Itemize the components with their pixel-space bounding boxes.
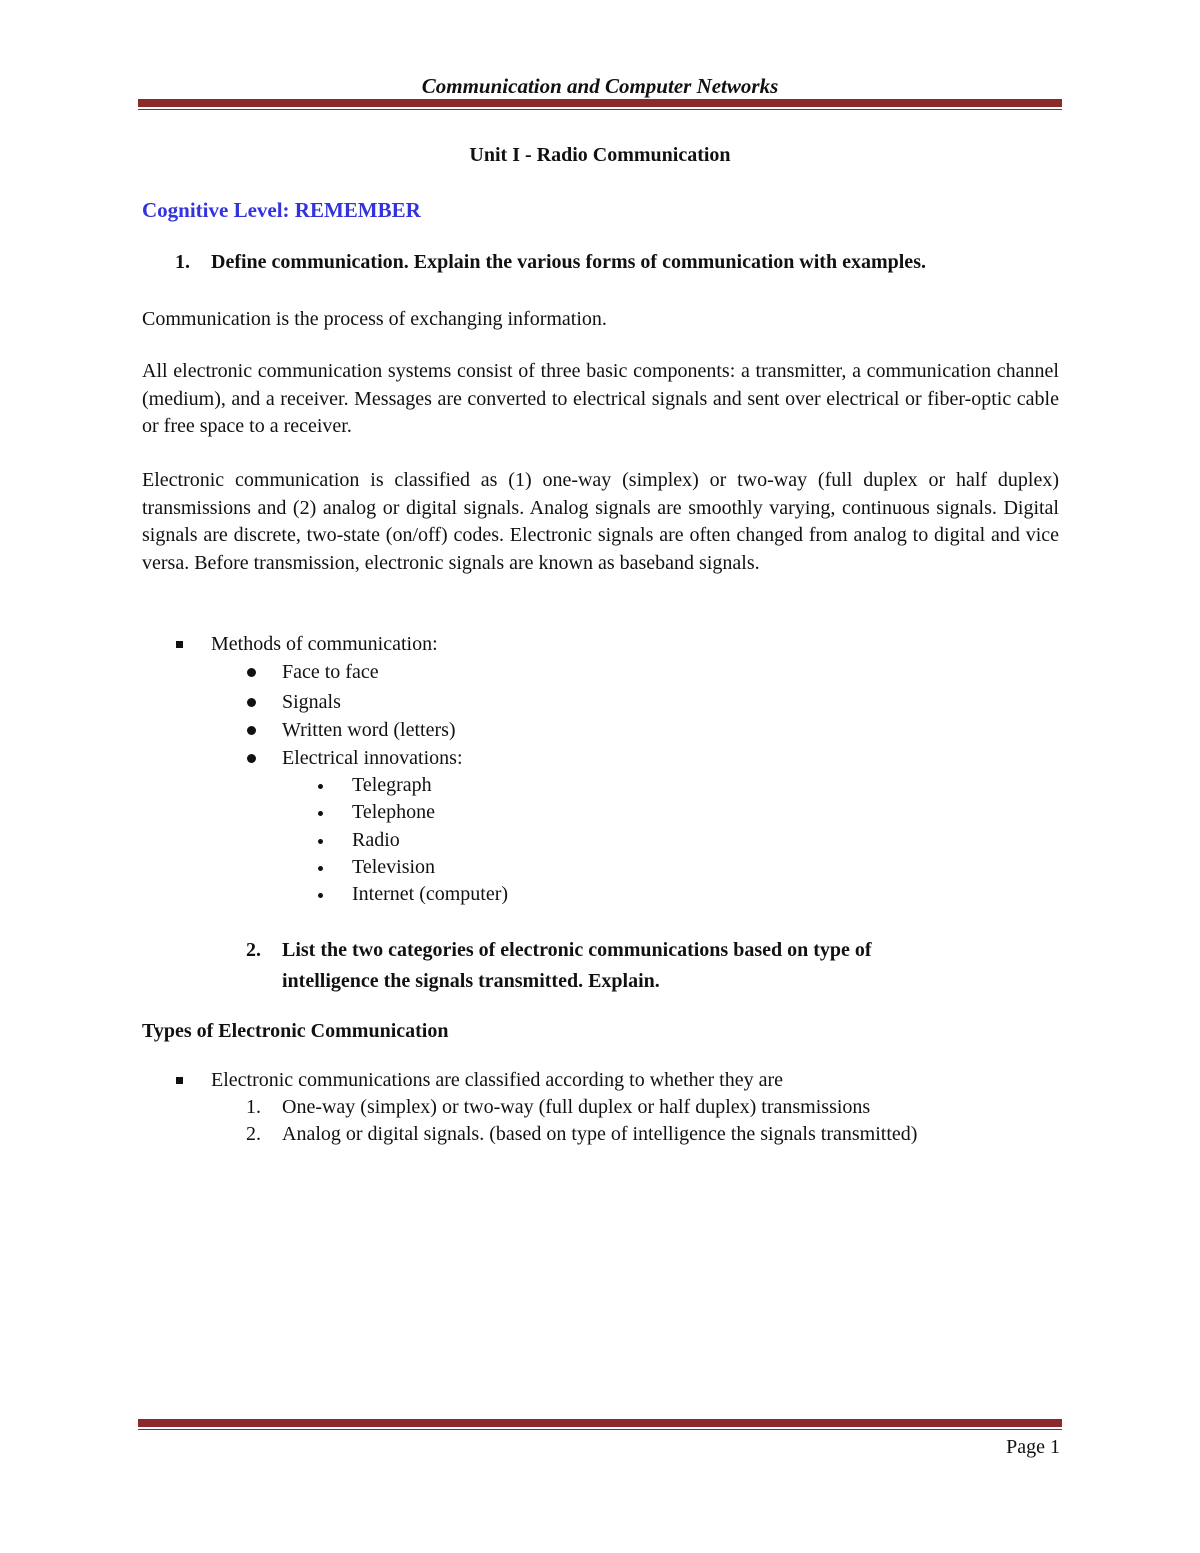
paragraph-definition: Communication is the process of exchanging information. — [142, 308, 607, 330]
list-item: Telegraph — [140, 772, 740, 799]
list-item: Television — [140, 854, 740, 881]
question-1-text: Define communication. Explain the various forms of communication with examples. — [211, 251, 926, 273]
methods-list-heading: Methods of communication: — [140, 631, 740, 658]
list-item: Telephone — [140, 799, 740, 826]
header-rule — [138, 99, 1062, 110]
list-number: 1. — [246, 1096, 261, 1118]
page-number: Page 1 — [1006, 1436, 1060, 1458]
question-2-number: 2. — [246, 939, 261, 961]
question-2 — [246, 935, 1026, 997]
list-item: Written word (letters) — [140, 717, 740, 744]
list-item: Electrical innovations: — [140, 745, 740, 772]
circle-bullet-icon — [247, 754, 256, 763]
square-bullet-icon — [176, 641, 183, 648]
circle-bullet-icon — [247, 726, 256, 735]
types-lead: Electronic communications are classified according to whether they are — [140, 1067, 1040, 1094]
question-2-text-line-2: intelligence the signals transmitted. Explain. — [282, 970, 660, 992]
unit-title: Unit I - Radio Communication — [469, 144, 731, 166]
paragraph-components: All electronic communication systems consist of three basic components: a transmitter, a communication channel (medium), and a receiver. Messages are converted to electrical signals and sent over electrical or fiber-optic cable or free space to a receiver. — [142, 360, 1059, 437]
question-1-number: 1. — [175, 251, 190, 273]
question-1 — [175, 247, 1075, 278]
square-bullet-icon — [176, 1077, 183, 1084]
small-bullet-icon — [318, 866, 323, 871]
types-section-title: Types of Electronic Communication — [142, 1020, 449, 1042]
list-item: 2. Analog or digital signals. (based on type of intelligence the signals transmitted) — [140, 1121, 1060, 1148]
footer-rule — [138, 1419, 1062, 1430]
running-header: Communication and Computer Networks — [421, 74, 779, 98]
cognitive-level-heading: Cognitive Level: REMEMBER — [142, 198, 421, 222]
small-bullet-icon — [318, 784, 323, 789]
list-item: Radio — [140, 827, 740, 854]
small-bullet-icon — [318, 811, 323, 816]
question-2-text-line-1: List the two categories of electronic communications based on type of — [282, 939, 872, 961]
small-bullet-icon — [318, 839, 323, 844]
circle-bullet-icon — [247, 668, 256, 677]
list-item: 1. One-way (simplex) or two-way (full duplex or half duplex) transmissions — [140, 1094, 1040, 1121]
paragraph-classification: Electronic communication is classified as (1) one-way (simplex) or two-way (full duplex or half duplex) transmissions and (2) analog or digital signals. Analog signals are smoothly varying, continuous signals. Digital signals are discrete, two-state (on/off) codes. Electronic signals are often changed from analog to digital and vice versa. Before transmission, electronic signals are known as baseband signals. — [142, 469, 1059, 574]
list-item: Signals — [140, 689, 740, 716]
small-bullet-icon — [318, 893, 323, 898]
list-item: Internet (computer) — [140, 881, 740, 908]
list-number: 2. — [246, 1123, 261, 1145]
list-item: Face to face — [140, 659, 740, 686]
circle-bullet-icon — [247, 698, 256, 707]
